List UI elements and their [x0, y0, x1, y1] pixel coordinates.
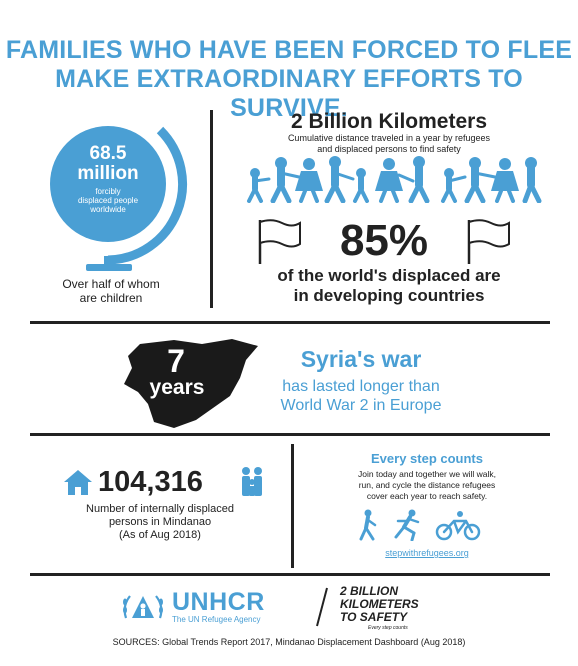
distance-subtitle: Cumulative distance traveled in a year by refugees and displaced persons to find safety — [287, 133, 491, 154]
developing-percent: 85% — [339, 216, 429, 265]
walking-family-icon — [243, 155, 543, 203]
walk-run-cycle-graphic — [356, 509, 486, 541]
distance-headline: 2 Billion Kilometers — [290, 110, 488, 133]
globe-unit: million — [77, 163, 139, 184]
syria-years-number: 7 — [167, 343, 185, 379]
house-icon — [62, 468, 94, 496]
infographic-title-line2: MAKE EXTRAORDINARY EFFORTS TO SURVIVE. — [55, 65, 523, 122]
unhcr-emblem — [120, 590, 166, 624]
campaign-tagline: Every step counts — [368, 625, 408, 631]
footer-slash — [314, 586, 330, 628]
globe-number: 68.5 — [89, 143, 127, 164]
syria-text: has lasted longer than World War 2 in Europe — [280, 378, 442, 414]
steps-headline: Every step counts — [371, 451, 483, 466]
divider-2 — [30, 433, 550, 436]
family-graphic — [238, 466, 266, 498]
cycle-icon — [437, 511, 479, 539]
divider-3 — [30, 573, 550, 576]
globe-caption: forcibly displaced people worldwide — [77, 187, 139, 214]
syria-years-label: years — [149, 376, 205, 399]
steps-text: Join today and together we will walk, run, and cycle the distance refugees cover each year to reach safety. — [358, 469, 496, 501]
white-flag-icon — [465, 218, 511, 266]
unhcr-logo-subtitle: The UN Refugee Agency — [172, 615, 261, 624]
divider-1 — [30, 321, 550, 324]
bottom-vertical-divider — [291, 444, 294, 568]
developing-text: of the world's displaced are in developing countries — [277, 266, 501, 305]
mindanao-number: 104,316 — [98, 466, 203, 498]
unhcr-logo-text: UNHCR — [172, 588, 265, 616]
left-white-flag — [256, 218, 302, 266]
unhcr-laurel-icon — [120, 590, 166, 624]
syria-headline: Syria's war — [300, 346, 422, 372]
mindanao-text: Number of internally displaced persons in Mindanao (As of Aug 2018) — [86, 503, 234, 541]
children-note: Over half of whom are children — [62, 277, 160, 305]
top-vertical-divider — [210, 110, 213, 308]
infographic-title-line1: FAMILIES WHO HAVE BEEN FORCED TO FLEE — [5, 36, 573, 64]
walk-icon — [361, 510, 375, 540]
right-white-flag — [465, 218, 511, 266]
house-graphic — [62, 468, 94, 496]
family-icon — [238, 466, 266, 498]
run-icon — [396, 510, 418, 541]
sources-text: SOURCES: Global Trends Report 2017, Mindanao Displacement Dashboard (Aug 2018) — [112, 637, 466, 647]
steps-link[interactable]: stepwithrefugees.org — [385, 548, 469, 558]
campaign-logo: 2 BILLION KILOMETERS TO SAFETY — [340, 584, 419, 624]
white-flag-icon — [256, 218, 302, 266]
family-figures — [243, 155, 543, 203]
